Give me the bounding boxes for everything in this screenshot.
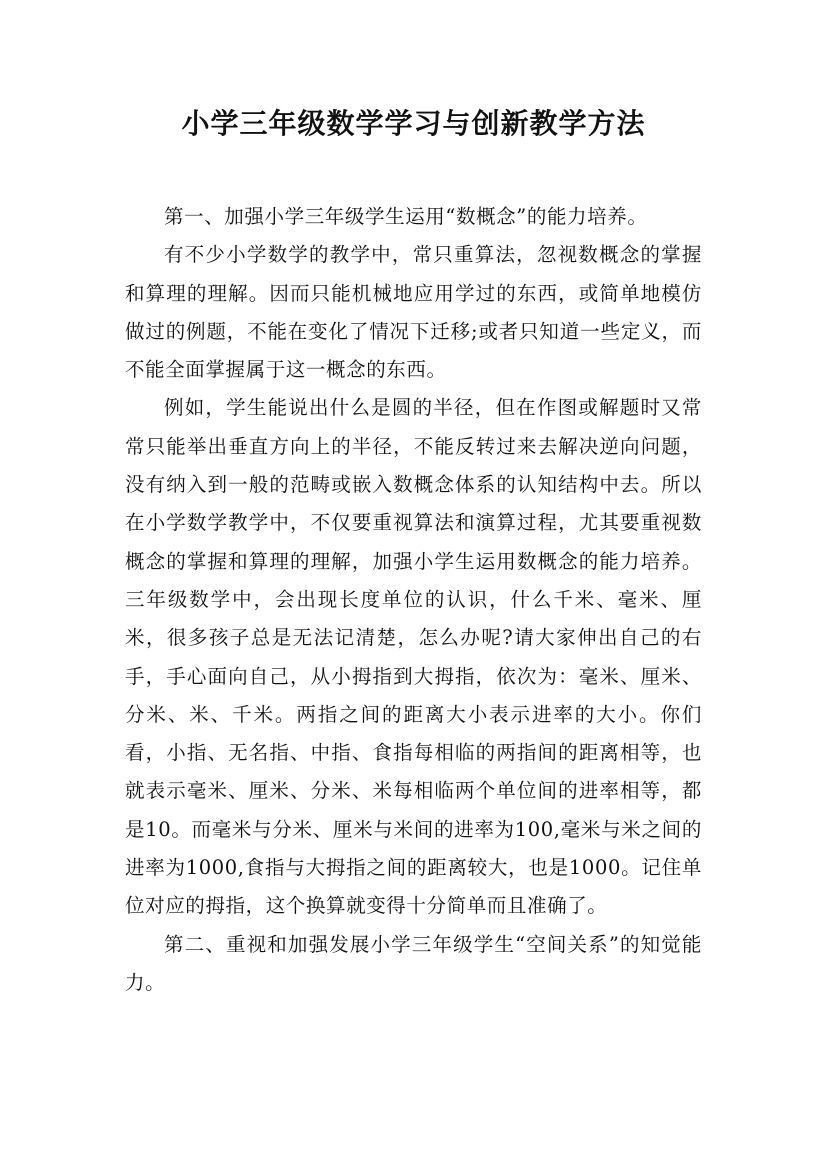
document-title: 小学三年级数学学习与创新教学方法: [181, 107, 646, 140]
paragraph-4: 第二、重视和加强发展小学三年级学生“空间关系”的知觉能力。: [125, 932, 702, 994]
paragraph-2: 有不少小学数学的教学中，常只重算法，忽视数概念的掌握和算理的理解。因而只能机械地应用学过的东西，或简单地模仿做过的例题，不能在变化了情况下迁移;或者只知道一些定义，而不能全面掌握属于这一概念的东西。: [125, 243, 702, 382]
paragraph-3: 例如，学生能说出什么是圆的半径，但在作图或解题时又常常只能举出垂直方向上的半径，不能反转过来去解决逆向问题，没有纳入到一般的范畴或嵌入数概念体系的认知结构中去。所以在小学数学教学中，不仅要重视算法和演算过程，尤其要重视数概念的掌握和算理的理解，加强小学生运用数概念的能力培养。三年级数学中，会出现长度单位的认识，什么千米、毫米、厘米，很多孩子总是无法记清楚，怎么办呢?请大家伸出自己的右手，手心面向自己，从小拇指到大拇指，依次为：毫米、厘米、分米、米、千米。两指之间的距离大小表示进率的大小。你们看，小指、无名指、中指、食指每相临的两指间的距离相等，也就表示毫米、厘米、分米、米每相临两个单位间的进率相等，都是10。而毫米与分米、厘米与米间的进率为100,毫米与米之间的进率为1000,食指与大拇指之间的距离较大，也是1000。记住单位对应的拇指，这个换算就变得十分简单而且准确了。: [125, 396, 702, 918]
paragraph-1: 第一、加强小学三年级学生运用“数概念”的能力培养。: [164, 205, 648, 228]
document-body: [125, 198, 702, 1002]
